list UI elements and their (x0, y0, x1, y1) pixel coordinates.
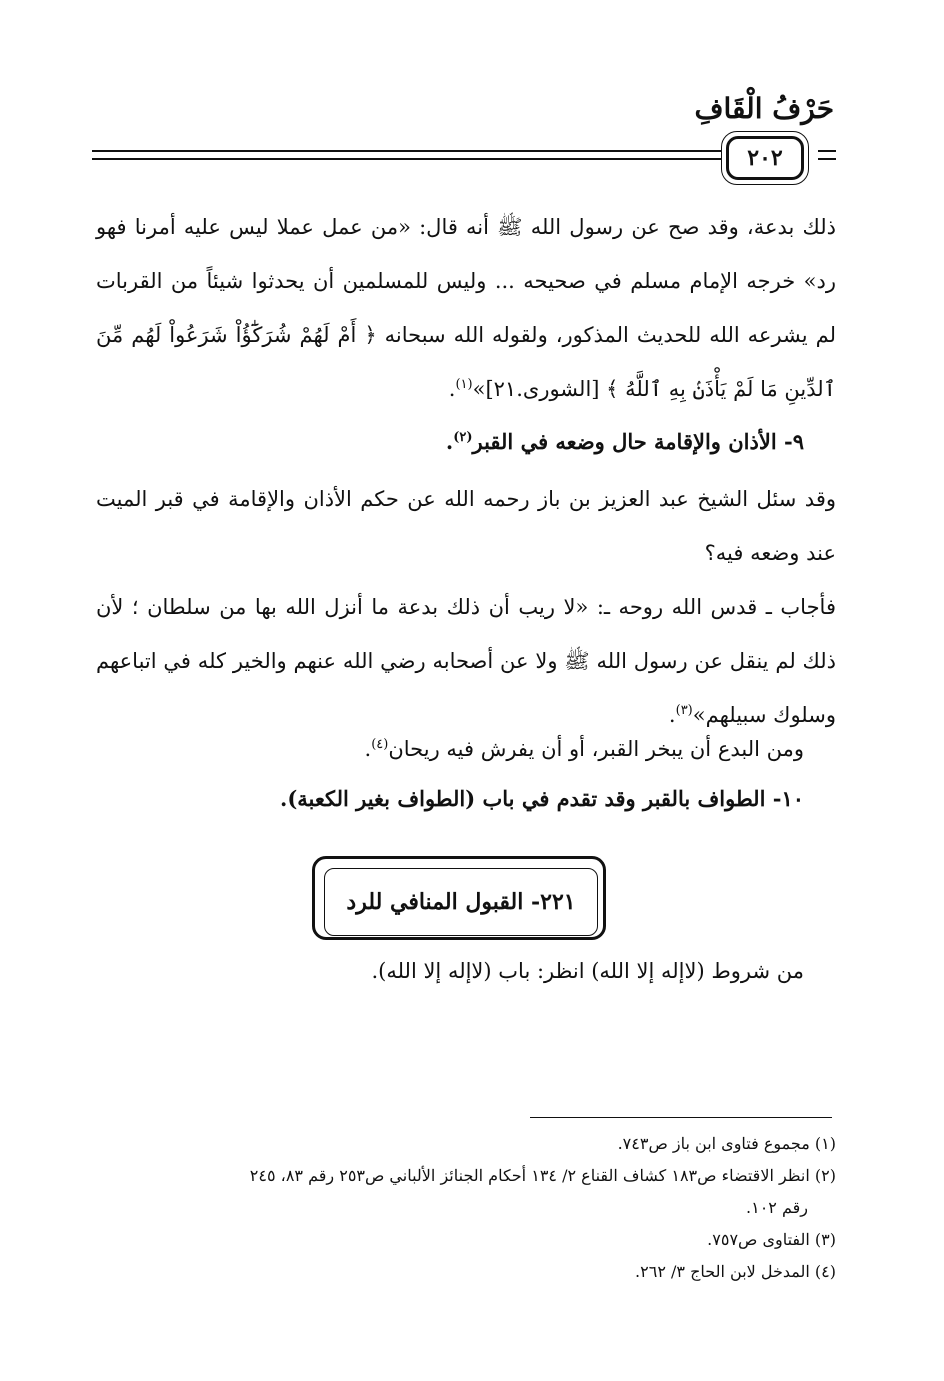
paragraph: فأجاب ـ قدس الله روحه ـ: «لا ريب أن ذلك بدعة ما أنزل الله بها من سلطان ؛ لأن ذلك لم ينقل عن رسول الله ﷺ ولا عن أصحابه رضي الله عنهم والخير كله في اتباعهم وسلوك سبيلهم»$^{(٣)}$. (96, 595, 836, 727)
chapter-title: حَرْفُ الْقَافِ (694, 92, 834, 125)
footnote: (٣) الفتاوى ص٧٥٧. (707, 1230, 836, 1249)
entry-heading: ٢٢١- القبول المنافي للرد (324, 868, 598, 936)
paragraph: ومن البدع أن يبخر القبر، أو أن يفرش فيه ريحان$^{(٤)}$. (364, 737, 804, 761)
footnotes (96, 1128, 836, 1288)
footnote-ref: (٢) (453, 430, 473, 445)
footnote-ref: (٤) (371, 737, 389, 752)
header-rule (818, 150, 836, 152)
page-number: ٢٠٢ (726, 136, 804, 180)
footnote: (٢) انظر الاقتضاء ص١٨٣ كشاف القناع ٢/ ١٣٤ أحكام الجنائز الألباني ص٢٥٣ رقم ٨٣، ٢٤٥ (249, 1166, 836, 1185)
list-item: ٩- الأذان والإقامة حال وضعه في القبر$^{(٢)}$. (445, 429, 804, 454)
header-rule (92, 158, 722, 160)
footnote-ref: (١) (455, 377, 473, 392)
footnote-divider (530, 1117, 832, 1118)
footnote: (٤) المدخل لابن الحاج ٣/ ٢٦٢. (635, 1262, 836, 1281)
footnote-ref: (٣) (675, 703, 693, 718)
header-rule (818, 158, 836, 160)
header-rule (92, 150, 722, 152)
paragraph: وقد سئل الشيخ عبد العزيز بن باز رحمه الله عن حكم الأذان والإقامة في قبر الميت عند وضعه فيه؟ (96, 487, 836, 565)
see-also: من شروط (لاإله إلا الله) انظر: باب (لاإله إلا الله). (371, 959, 804, 983)
paragraph: ذلك بدعة، وقد صح عن رسول الله ﷺ أنه قال: «من عمل عملا ليس عليه أمرنا فهو رد» خرجه الإمام مسلم في صحيحه ... وليس للمسلمين أن يحدثوا شيئاً من القربات لم يشرعه الله للحديث المذكور، ولقوله الله سبحانه ﴿ أَمْ لَهُمْ شُرَكَٰٓؤُاْ شَرَعُواْ لَهُم مِّنَ ٱلدِّينِ مَا لَمْ يَأْذَنۢ بِهِ ٱللَّهُ ﴾ [الشورى.٢١]»$^{(١)}$. (96, 215, 836, 401)
paragraph-text: ومن البدع أن يبخر القبر، أو أن يفرش فيه ريحان (388, 737, 804, 761)
list-item: ١٠- الطواف بالقبر وقد تقدم في باب (الطواف بغير الكعبة). (280, 786, 804, 811)
footnote-continuation: رقم ١٠٢. (746, 1198, 808, 1217)
paragraph-text: فأجاب ـ قدس الله روحه ـ: «لا ريب أن ذلك بدعة ما أنزل الله بها من سلطان ؛ لأن ذلك لم ينقل عن رسول الله ﷺ ولا عن أصحابه رضي الله عنهم والخير كله في اتباعهم وسلوك سبيلهم» (96, 595, 836, 727)
paragraph-text: ذلك بدعة، وقد صح عن رسول الله ﷺ أنه قال: «من عمل عملا ليس عليه أمرنا فهو رد» خرجه الإمام مسلم في صحيحه ... وليس للمسلمين أن يحدثوا شيئاً من القربات لم يشرعه الله للحديث المذكور، ولقوله الله سبحانه ﴿ أَمْ لَهُمْ شُرَكَٰٓؤُاْ شَرَعُواْ لَهُم مِّنَ ٱلدِّينِ مَا لَمْ يَأْذَنۢ بِهِ ٱللَّهُ ﴾ [الشورى.٢١]» (96, 215, 836, 401)
list-item-text: ٩- الأذان والإقامة حال وضعه في القبر (472, 429, 804, 454)
footnote: (١) مجموع فتاوى ابن باز ص٧٤٣. (617, 1134, 836, 1153)
